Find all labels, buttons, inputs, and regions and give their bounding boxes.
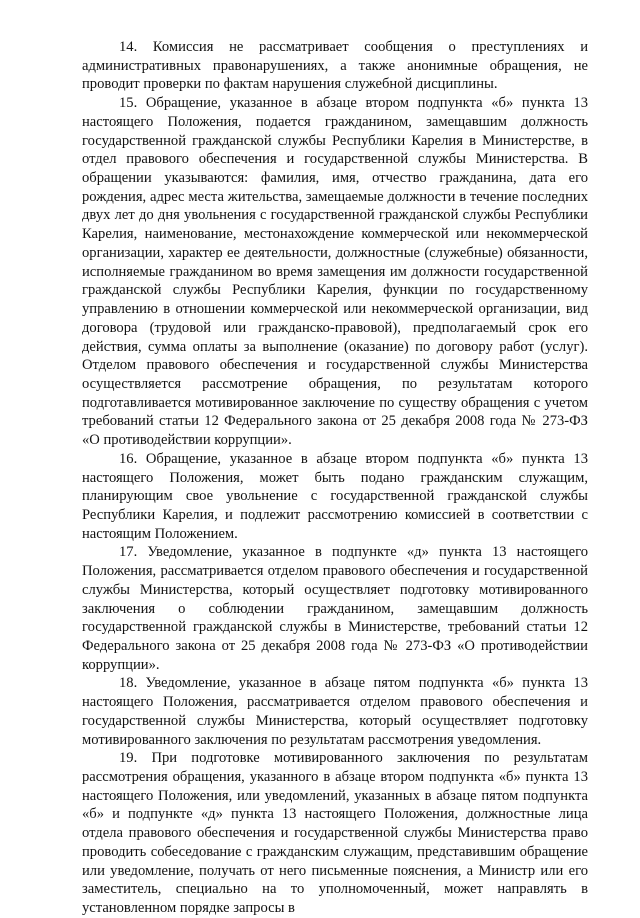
paragraph-14: 14. Комиссия не рассматривает сообщения о преступлениях и административных правонарушениях, а также анонимные обращения, не проводит проверки по фактам нарушения служебной дисциплины.	[82, 39, 588, 93]
paragraph-19: 19. При подготовке мотивированного заключения по результатам рассмотрения обращения, указанного в абзаце втором подпункта «б» пункта 13 настоящего Положения, или уведомлений, указанных в абзаце пятом подпункта «б» и подпункте «д» пункта 13 настоящего Положения, должностные лица отдела правового обеспечения и государственной службы Министерства право проводить собеседование с гражданским служащим, представившим обращение или уведомление, получать от него письменные пояснения, а Министр или его заместитель, специально на то уполномоченный, может направлять в установленном порядке запросы в	[82, 750, 588, 917]
document-page	[82, 38, 588, 918]
paragraph-15: 15. Обращение, указанное в абзаце втором подпункта «б» пункта 13 настоящего Положения, подается гражданином, замещавшим должность государственной гражданской службы Республики Карелия в Министерстве, в отдел правового обеспечения и государственной службы Министерства. В обращении указываются: фамилия, имя, отчество гражданина, дата его рождения, адрес места жительства, замещаемые должности в течение последних двух лет до дня увольнения с государственной гражданской службы Республики Карелия, наименование, местонахождение коммерческой или некоммерческой организации, характер ее деятельности, должностные (служебные) обязанности, исполняемые гражданином во время замещения им должности государственной гражданской службы Республики Карелия, функции по государственному управлению в отношении коммерческой или некоммерческой организации, вид договора (трудовой или гражданско-правовой), предполагаемый срок его действия, сумма оплаты за выполнение (оказание) по договору работ (услуг). Отделом правового обеспечения и государственной службы Министерства осуществляется рассмотрение обращения, по результатам которого подготавливается мотивированное заключение по существу обращения с учетом требований статьи 12 Федерального закона от 25 декабря 2008 года № 273-ФЗ «О противодействии коррупции».	[82, 95, 588, 449]
paragraph-18: 18. Уведомление, указанное в абзаце пятом подпункта «б» пункта 13 настоящего Положения, рассматривается отделом правового обеспечения и государственной службы Министерства, который осуществляет подготовку мотивированного заключения по результатам рассмотрения уведомления.	[82, 675, 588, 748]
paragraph-16: 16. Обращение, указанное в абзаце втором подпункта «б» пункта 13 настоящего Положения, может быть подано гражданским служащим, планирующим свое увольнение с государственной гражданской службы Республики Карелия, и подлежит рассмотрению комиссией в соответствии с настоящим Положением.	[82, 450, 588, 542]
paragraph-17: 17. Уведомление, указанное в подпункте «д» пункта 13 настоящего Положения, рассматривается отделом правового обеспечения и государственной службы Министерства, который осуществляет подготовку мотивированного заключения о соблюдении гражданином, замещавшим должность государственной гражданской службы в Министерстве, требований статьи 12 Федерального закона от 25 декабря 2008 года № 273-ФЗ «О противодействии коррупции».	[82, 544, 588, 673]
